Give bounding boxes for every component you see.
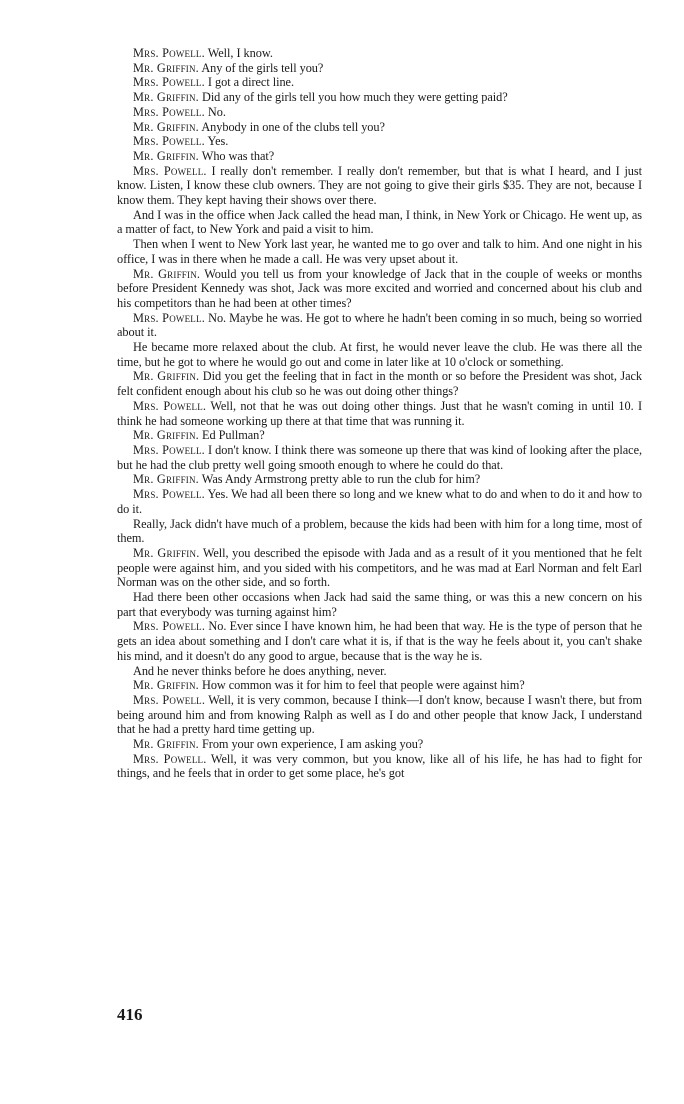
paragraph-text: And he never thinks before he does anything, never. [133,663,387,678]
testimony-paragraph [117,619,642,663]
testimony-paragraph [117,752,642,781]
testimony-paragraph [117,664,642,679]
paragraph-text: And I was in the office when Jack called the head man, I think, in New York or Chicago. He went up, as a matter of fact, to New York and paid a visit to him. [117,207,642,237]
paragraph-text: Any of the girls tell you? [201,60,324,75]
testimony-paragraph [117,311,642,340]
speaker-label: Mr. Griffin. [133,678,199,693]
paragraph-text: Well, I know. [207,46,273,60]
speaker-label: Mrs. Powell. [133,310,205,325]
paragraph-text: Did any of the girls tell you how much they were getting paid? [201,90,508,105]
speaker-label: Mr. Griffin. [133,90,199,105]
testimony-paragraph [117,428,642,443]
testimony-paragraph [117,443,642,472]
speaker-label: Mr. Griffin. [133,369,200,384]
testimony-paragraph [117,46,642,61]
paragraph-text: Had there been other occasions when Jack had said the same thing, or was this a new concern on his part that everybody was turning against him? [117,590,642,619]
speaker-label: Mrs. Powell. [133,75,205,90]
speaker-label: Mrs. Powell. [133,692,206,707]
paragraph-text: Would you tell us from your knowledge of Jack that in the couple of weeks or months before President Kennedy was shot, Jack was more excited and worried and concerned about his club and his competitors than he had been at other times? [117,266,642,310]
testimony-paragraph [117,149,642,164]
paragraph-text: Well, it was very common, but you know, like all of his life, he has had to fight for things, and he feels that in order to get some place, he's got [117,751,642,781]
testimony-paragraph [117,75,642,90]
paragraph-text: Well, it is very common, because I think—I don't know, because I wasn't there, but from being around him and from knowing Ralph as well as I do and other people that know Jack, I understand that he had a pretty hard time getting up. [117,692,643,737]
testimony-paragraph [117,134,642,149]
transcript-text [117,46,642,781]
paragraph-text: Yes. We had all been there so long and we knew what to do and when to do it and how to do it. [117,487,643,516]
testimony-paragraph [117,105,642,120]
speaker-label: Mr. Griffin. [133,119,199,134]
testimony-paragraph [117,340,642,369]
testimony-paragraph [117,590,642,619]
speaker-label: Mr. Griffin. [133,60,199,75]
speaker-label: Mrs. Powell. [133,619,206,634]
testimony-paragraph [117,120,642,135]
testimony-paragraph [117,517,642,546]
paragraph-text: No. [207,104,226,119]
paragraph-text: He became more relaxed about the club. At first, he would never leave the club. He was there all the time, but he got to where he would go out and come in later like at 10 o'clock or something. [117,340,642,369]
testimony-paragraph [117,487,642,516]
speaker-label: Mrs. Powell. [133,163,207,178]
speaker-label: Mr. Griffin. [133,148,199,163]
speaker-label: Mr. Griffin. [133,266,201,281]
speaker-label: Mrs. Powell. [133,487,205,502]
testimony-paragraph [117,164,642,208]
speaker-label: Mrs. Powell. [133,46,205,60]
paragraph-text: Yes. [207,134,229,149]
paragraph-text: From your own experience, I am asking you? [201,737,424,752]
paragraph-text: No. Ever since I have known him, he had been that way. He is the type of person that he gets an idea about something and I don't care what it is, if that is the way he feels about it, you can't shake his mind, and it doesn't do any good to argue, because that is the way he is. [117,619,642,663]
paragraph-text: Was Andy Armstrong pretty able to run the club for him? [201,472,481,487]
testimony-paragraph [117,237,642,266]
speaker-label: Mrs. Powell. [133,134,205,149]
testimony-paragraph [117,693,642,737]
speaker-label: Mrs. Powell. [133,442,205,457]
testimony-paragraph [117,472,642,487]
speaker-label: Mrs. Powell. [133,751,207,766]
paragraph-text: Who was that? [201,148,275,163]
testimony-paragraph [117,546,642,590]
speaker-label: Mr. Griffin. [133,428,199,443]
paragraph-text: I got a direct line. [207,75,294,90]
paragraph-text: No. Maybe he was. He got to where he hadn't been coming in so much, being so worried about it. [117,310,643,340]
paragraph-text: I don't know. I think there was someone up there that was kind of looking after the place, but he had the club pretty well going smooth enough to where he could do that. [117,442,643,472]
speaker-label: Mr. Griffin. [133,737,199,752]
paragraph-text: Did you get the feeling that in fact in the month or so before the President was shot, Jack felt confident enough about his club so he was out doing other things? [117,369,642,399]
testimony-paragraph [117,267,642,311]
paragraph-text: Really, Jack didn't have much of a problem, because the kids had been with him for a long time, most of them. [117,516,642,546]
testimony-paragraph [117,369,642,398]
testimony-paragraph [117,399,642,428]
speaker-label: Mrs. Powell. [133,104,205,119]
paragraph-text: Ed Pullman? [201,428,265,443]
speaker-label: Mr. Griffin. [133,545,200,560]
testimony-paragraph [117,208,642,237]
paragraph-text: I really don't remember. I really don't remember, but that is what I heard, and I just know. Listen, I know these club owners. They are not going to give their girls $35. They are not, because I know them. They kept having their shows over there. [117,163,643,208]
paragraph-text: Then when I went to New York last year, he wanted me to go over and talk to him. And one night in his office, I was in there when he made a call. He was very upset about it. [117,237,642,266]
testimony-paragraph [117,678,642,693]
page-number: 416 [117,1005,143,1024]
speaker-label: Mrs. Powell. [133,398,207,413]
speaker-label: Mr. Griffin. [133,472,199,487]
paragraph-text: Well, not that he was out doing other things. Just that he wasn't coming in until 10. I think he had someone working up there at that time that was running it. [117,398,642,428]
testimony-paragraph [117,737,642,752]
testimony-paragraph [117,61,642,76]
paragraph-text: Anybody in one of the clubs tell you? [201,119,385,134]
paragraph-text: Well, you described the episode with Jada and as a result of it you mentioned that he felt people were against him, and you sided with his competitors, and he was mad at Earl Norman and felt Earl Norman was on the other side, and so forth. [117,545,642,590]
testimony-paragraph [117,90,642,105]
paragraph-text: How common was it for him to feel that people were against him? [201,678,525,693]
